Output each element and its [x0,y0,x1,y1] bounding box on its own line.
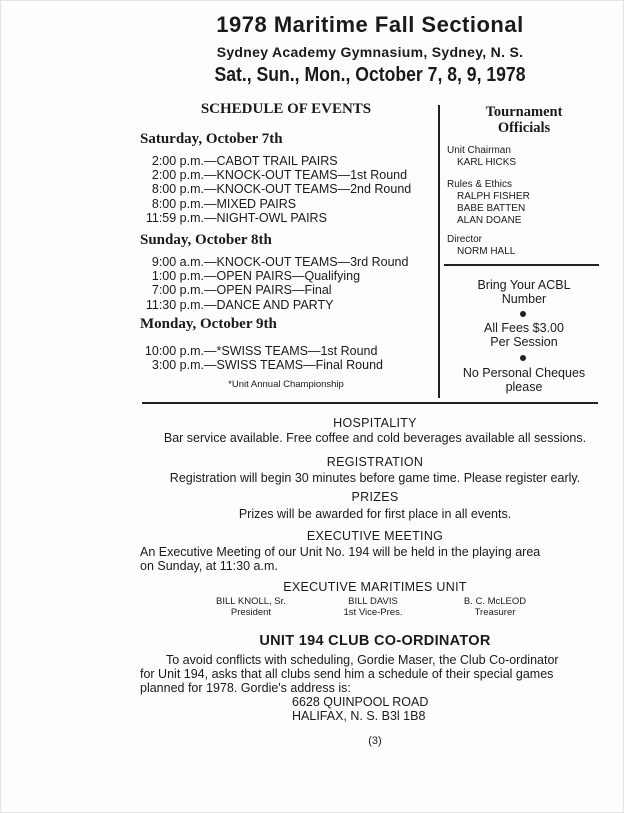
executive-member: BILL KNOLL, Sr. President [216,596,286,618]
column-divider [438,105,440,398]
bullet-icon [520,355,526,361]
hospitality-text: Bar service available. Free coffee and cold beverages available all sessions. [163,431,587,445]
official-role: Rules & Ethics [447,179,513,190]
event-row: 2:00 p.m. —CABOT TRAIL PAIRS [151,154,338,168]
acbl-note: Bring Your ACBL Number [477,278,571,306]
official-name: KARL HICKS [457,157,517,168]
event-row: 10:00 p.m. —*SWISS TEAMS—1st Round [144,344,378,358]
event-list-saturday [140,154,411,225]
event-row: 8:00 p.m. —KNOCK-OUT TEAMS—2nd Round [151,182,412,197]
executive-meeting-heading: EXECUTIVE MEETING [306,529,444,543]
official-role: Unit Chairman [447,145,511,156]
page-number: (3) [368,735,382,747]
officials-heading: Tournament Officials [485,104,563,136]
event-row: 2:00 p.m. —KNOCK-OUT TEAMS—1st Round [151,168,408,183]
event-row: 9:00 a.m. —KNOCK-OUT TEAMS—3rd Round [151,255,409,269]
event-list-monday [140,344,383,372]
event-row: 7:00 p.m. —OPEN PAIRS—Final [151,283,332,298]
coordinator-heading: UNIT 194 CLUB CO-ORDINATOR [259,633,491,649]
event-row: 11:59 p.m. —NIGHT-OWL PAIRS [145,210,327,225]
executive-member: B. C. McLEOD Treasurer [463,596,527,618]
hospitality-heading: HOSPITALITY [333,416,417,430]
executive-member: BILL DAVIS 1st Vice-Pres. [343,596,403,618]
event-row: 11:30 p.m. —DANCE AND PARTY [145,297,334,312]
official-name: ALAN DOANE [457,215,522,226]
official-name: NORM HALL [457,246,516,257]
schedule-heading: SCHEDULE OF EVENTS [200,101,372,117]
coordinator-text-line1: To avoid conflicts with scheduling, Gordie Maser, the Club Co-ordinator [166,653,559,667]
registration-text: Registration will begin 30 minutes before game time. Please register early. [169,471,581,485]
coordinator-text-line3: planned for 1978. Gordie's address is: [140,681,351,695]
section-divider [142,402,598,404]
schedule-footnote: *Unit Annual Championship [228,379,344,390]
event-row: 3:00 p.m. —SWISS TEAMS—Final Round [151,358,383,373]
coordinator-address-line2: HALIFAX, N. S. B3l 1B8 [292,709,426,723]
fees-note: All Fees $3.00 Per Session [484,321,564,349]
prizes-heading: PRIZES [351,490,399,504]
cheques-note: No Personal Cheques please [462,366,586,394]
day-heading-sunday: Sunday, October 8th [140,232,272,248]
prizes-text: Prizes will be awarded for first place in all events. [238,507,512,521]
executive-meeting-text-line1: An Executive Meeting of our Unit No. 194 will be held in the playing area [140,545,541,559]
coordinator-address-line1: 6628 QUINPOOL ROAD [292,695,429,709]
official-name: BABE BATTEN [457,203,526,214]
bullet-icon [520,311,526,317]
event-list-sunday [140,255,408,312]
page-title: 1978 Maritime Fall Sectional [216,12,524,37]
official-role: Director [447,234,483,245]
event-row: 1:00 p.m. —OPEN PAIRS—Qualifying [151,269,361,284]
venue-line: Sydney Academy Gymnasium, Sydney, N. S. [216,44,524,60]
day-heading-monday: Monday, October 9th [140,316,277,332]
official-name: RALPH FISHER [457,191,530,202]
registration-heading: REGISTRATION [326,455,424,469]
event-dates: Sat., Sun., Mon., October 7, 8, 9, 1978 [214,64,526,86]
executive-meeting-text-line2: on Sunday, at 11:30 a.m. [140,559,278,573]
event-row: 8:00 p.m. —MIXED PAIRS [151,196,297,211]
coordinator-text-line2: for Unit 194, asks that all clubs send him a schedule of their special games [140,667,554,681]
officials-divider [444,264,599,266]
day-heading-saturday: Saturday, October 7th [140,131,283,147]
executive-unit-heading: EXECUTIVE MARITIMES UNIT [283,580,467,594]
